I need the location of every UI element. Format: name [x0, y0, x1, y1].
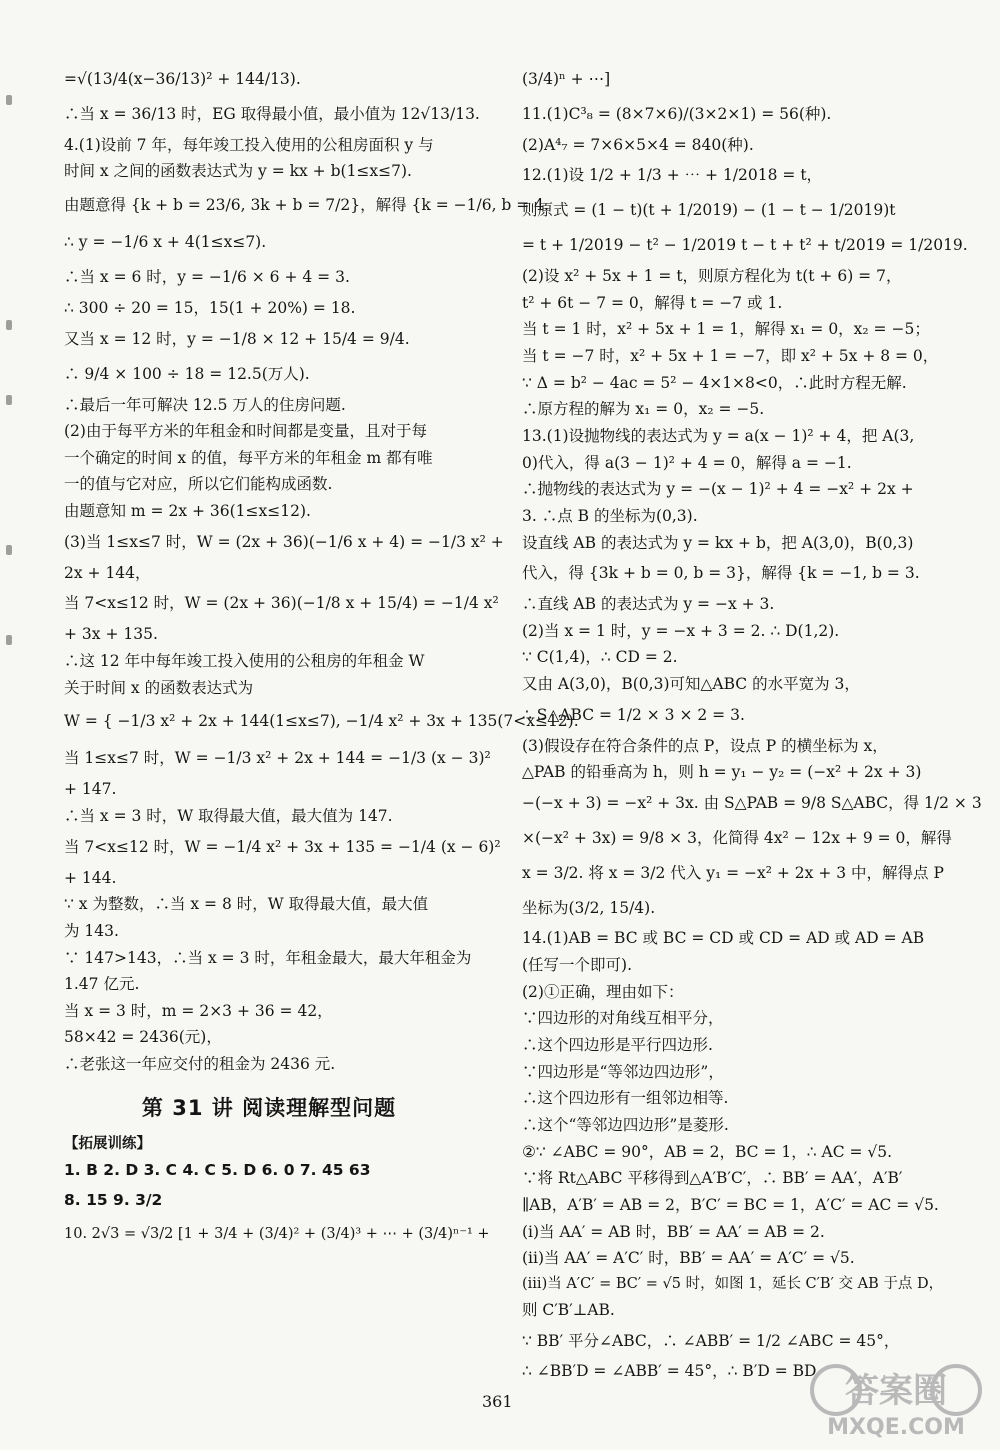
text-line: 一个确定的时间 x 的值，每平方米的年租金 m 都有唯: [64, 448, 433, 467]
text-line: ∵四边形是“等邻边四边形”，: [522, 1062, 724, 1081]
text-line: 关于时间 x 的函数表达式为: [64, 678, 254, 697]
text-line: 1.47 亿元.: [64, 975, 140, 994]
text-line: ∴ y = −1/6 x + 4(1≤x≤7).: [64, 233, 267, 252]
text-line: 11.(1)C³₈ = (8×7×6)/(3×2×1) = 56(种).: [522, 104, 832, 123]
text-line: ∵将 Rt△ABC 平移得到△A′B′C′，∴ BB′ = AA′，A′B′: [522, 1169, 903, 1188]
text-line: 当 7<x≤12 时，W = (2x + 36)(−1/8 x + 15/4) = −1/4 x²: [64, 594, 499, 613]
text-line: ∴最后一年可解决 12.5 万人的住房问题.: [64, 395, 346, 414]
text-line: 4.(1)设前 7 年，每年竣工投入使用的公租房面积 y 与: [64, 135, 434, 154]
right-column: [522, 62, 982, 1385]
text-line: ×(−x² + 3x) = 9/8 × 3，化简得 4x² − 12x + 9 = 0，解得: [522, 828, 952, 847]
text-line: 当 t = −7 时，x² + 5x + 1 = −7，即 x² + 5x + 8 = 0，: [522, 347, 939, 365]
text-line: 又当 x = 12 时，y = −1/8 × 12 + 15/4 = 9/4.: [64, 329, 410, 348]
text-line: (i)当 AA′ = AB 时，BB′ = AA′ = AB = 2.: [522, 1222, 825, 1241]
text-line: 又由 A(3,0)，B(0,3)可知△ABC 的水平宽为 3，: [522, 675, 860, 694]
margin-mark: [6, 545, 12, 555]
margin-mark: [6, 635, 12, 645]
text-line: 3. ∴点 B 的坐标为(0,3).: [522, 506, 698, 525]
text-line: ∥AB，A′B′ = AB = 2，B′C′ = BC = 1，A′C′ = AC = √5.: [522, 1196, 939, 1214]
text-line: ∴当 x = 3 时，W 取得最大值，最大值为 147.: [64, 807, 393, 825]
text-line: 为 143.: [64, 921, 119, 940]
text-line: ∴抛物线的表达式为 y = −(x − 1)² + 4 = −x² + 2x +: [522, 480, 914, 499]
text-line: + 3x + 135.: [64, 625, 158, 644]
text-line: ∴ ∠BB′D = ∠ABB′ = 45°，∴ B′D = BD.: [522, 1362, 821, 1381]
section-heading: 第 31 讲 阅读理解型问题: [141, 1095, 397, 1120]
text-line: (2)A⁴₇ = 7×6×5×4 = 840(种).: [522, 135, 754, 154]
text-line: =√(13/4(x−36/13)² + 144/13).: [64, 70, 301, 88]
text-line: t² + 6t − 7 = 0，解得 t = −7 或 1.: [522, 293, 783, 312]
text-line: (3/4)ⁿ + ⋯]: [522, 70, 611, 88]
text-line: 当 t = 1 时，x² + 5x + 1 = 1，解得 x₁ = 0，x₂ = −5；: [522, 320, 930, 339]
text-line: ∵ 147>143，∴当 x = 3 时，年租金最大，最大年租金为: [64, 948, 472, 967]
text-line: 一的值与它对应，所以它们能构成函数.: [64, 475, 333, 494]
text-line: 坐标为(3/2, 15/4).: [522, 898, 656, 917]
margin-mark: [6, 95, 12, 105]
text-line: x = 3/2. 将 x = 3/2 代入 y₁ = −x² + 2x + 3 中，解得点 P: [522, 863, 944, 882]
text-line: ∵四边形的对角线互相平分，: [522, 1009, 724, 1028]
answer-text: 8. 15 9. 3/2: [64, 1191, 163, 1210]
text-line: (2)设 x² + 5x + 1 = t，则原方程化为 t(t + 6) = 7，: [522, 267, 902, 286]
answer-text: 10. 2√3 = √3/2 [1 + 3/4 + (3/4)² + (3/4)³ + ⋯ + (3/4)ⁿ⁻¹ +: [64, 1226, 490, 1243]
text-line: (iii)当 A′C′ = BC′ = √5 时，如图 1，延长 C′B′ 交 AB 于点 D，: [522, 1275, 944, 1292]
text-line: ∴当 x = 6 时，y = −1/6 × 6 + 4 = 3.: [64, 268, 350, 287]
text-line: ∴直线 AB 的表达式为 y = −x + 3.: [522, 595, 775, 614]
text-line: (ii)当 AA′ = A′C′ 时，BB′ = AA′ = A′C′ = √5.: [522, 1249, 855, 1268]
text-line: (2)当 x = 1 时，y = −x + 3 = 2. ∴ D(1,2).: [522, 621, 840, 640]
text-line: + 147.: [64, 780, 117, 799]
text-line: 当 1≤x≤7 时，W = −1/3 x² + 2x + 144 = −1/3 (x − 3)²: [64, 749, 491, 768]
watermark-logo-text: 答案圈: [845, 1371, 947, 1411]
text-line: ∴ 9/4 × 100 ÷ 18 = 12.5(万人).: [64, 364, 310, 383]
text-line: 当 x = 3 时，m = 2×3 + 36 = 42，: [64, 1001, 333, 1020]
text-line: 则 C′B′⊥AB.: [522, 1300, 615, 1319]
text-line: 由题意知 m = 2x + 36(1≤x≤12).: [64, 502, 311, 521]
section-tag: 【拓展训练】: [64, 1135, 151, 1152]
text-line: = t + 1/2019 − t² − 1/2019 t − t + t² + t/2019 = 1/2019.: [522, 236, 968, 255]
text-line: 设直线 AB 的表达式为 y = kx + b，把 A(3,0)，B(0,3): [522, 533, 914, 552]
text-line: 由题意得 {k + b = 23/6, 3k + b = 7/2}，解得 {k = −1/6, b = 4.: [64, 196, 549, 215]
margin-mark: [6, 395, 12, 405]
text-line: 代入，得 {3k + b = 0, b = 3}，解得 {k = −1, b = 3.: [522, 564, 920, 583]
answer-line: [64, 1157, 474, 1184]
page-number: 361: [482, 1392, 513, 1411]
text-line: ∴这个四边形是平行四边形.: [522, 1036, 713, 1055]
text-line: ∵ C(1,4)，∴ CD = 2.: [522, 648, 678, 667]
text-line: ∵ x 为整数，∴当 x = 8 时，W 取得最大值，最大值: [64, 895, 429, 914]
text-line: ②∵ ∠ABC = 90°，AB = 2，BC = 1，∴ AC = √5.: [522, 1142, 893, 1161]
text-line: ∵ Δ = b² − 4ac = 5² − 4×1×8<0，∴此时方程无解.: [522, 373, 907, 392]
text-line: (2)①正确，理由如下：: [522, 982, 684, 1001]
text-line: ∴这 12 年中每年竣工投入使用的公租房的年租金 W: [64, 651, 425, 670]
text-line: △PAB 的铅垂高为 h，则 h = y₁ − y₂ = (−x² + 2x + 3): [522, 763, 922, 782]
text-line: ∵ BB′ 平分∠ABC，∴ ∠ABB′ = 1/2 ∠ABC = 45°，: [522, 1331, 900, 1350]
watermark-logo: [806, 1360, 986, 1440]
text-line: −(−x + 3) = −x² + 3x. 由 S△PAB = 9/8 S△ABC，得 1/2 × 3: [522, 793, 982, 812]
text-line: (3)假设存在符合条件的点 P，设点 P 的横坐标为 x，: [522, 736, 888, 755]
answer-text: 1. B 2. D 3. C 4. C 5. D 6. 0 7. 45 63: [64, 1160, 371, 1179]
text-line: ∴当 x = 36/13 时，EG 取得最小值，最小值为 12√13/13.: [64, 104, 480, 123]
text-line: ∴ 300 ÷ 20 = 15，15(1 + 20%) = 18.: [64, 299, 356, 318]
text-line: 当 7<x≤12 时，W = −1/4 x² + 3x + 135 = −1/4 (x − 6)²: [64, 837, 501, 856]
text-line: 14.(1)AB = BC 或 BC = CD 或 CD = AD 或 AD = AB: [522, 929, 925, 948]
answer-line: [64, 1218, 490, 1251]
text-line: 13.(1)设抛物线的表达式为 y = a(x − 1)² + 4，把 A(3,: [522, 426, 915, 445]
text-line: ∴这个四边形有一组邻边相等.: [522, 1089, 729, 1108]
text-line: 时间 x 之间的函数表达式为 y = kx + b(1≤x≤7).: [64, 162, 412, 181]
watermark-url-text: MXQE.COM: [827, 1415, 965, 1440]
text-line: (3)当 1≤x≤7 时，W = (2x + 36)(−1/6 x + 4) = −1/3 x² +: [64, 532, 504, 551]
answer-line: [64, 1183, 474, 1218]
text-line: 2x + 144，: [64, 563, 151, 582]
text-line: ∴原方程的解为 x₁ = 0，x₂ = −5.: [522, 400, 765, 419]
text-line: W = { −1/3 x² + 2x + 144(1≤x≤7), −1/4 x² + 3x + 135(7<x≤12).: [64, 712, 579, 731]
text-line: 则原式 = (1 − t)(t + 1/2019) − (1 − t − 1/2019)t: [522, 201, 896, 220]
text-line: ∴老张这一年应交付的租金为 2436 元.: [64, 1055, 336, 1074]
text-line: (2)由于每平方米的年租金和时间都是变量，且对于每: [64, 422, 427, 441]
text-line: (任写一个即可).: [522, 956, 633, 975]
text-line: + 144.: [64, 868, 117, 887]
margin-mark: [6, 320, 12, 330]
text-line: 0)代入，得 a(3 − 1)² + 4 = 0，解得 a = −1.: [522, 453, 852, 472]
text-line: 58×42 = 2436(元)，: [64, 1028, 222, 1047]
text-line: ∴这个“等邻边四边形”是菱形.: [522, 1116, 729, 1135]
text-line: ∴ S△ABC = 1/2 × 3 × 2 = 3.: [522, 705, 745, 724]
text-line: 12.(1)设 1/2 + 1/3 + ⋯ + 1/2018 = t，: [522, 166, 823, 185]
